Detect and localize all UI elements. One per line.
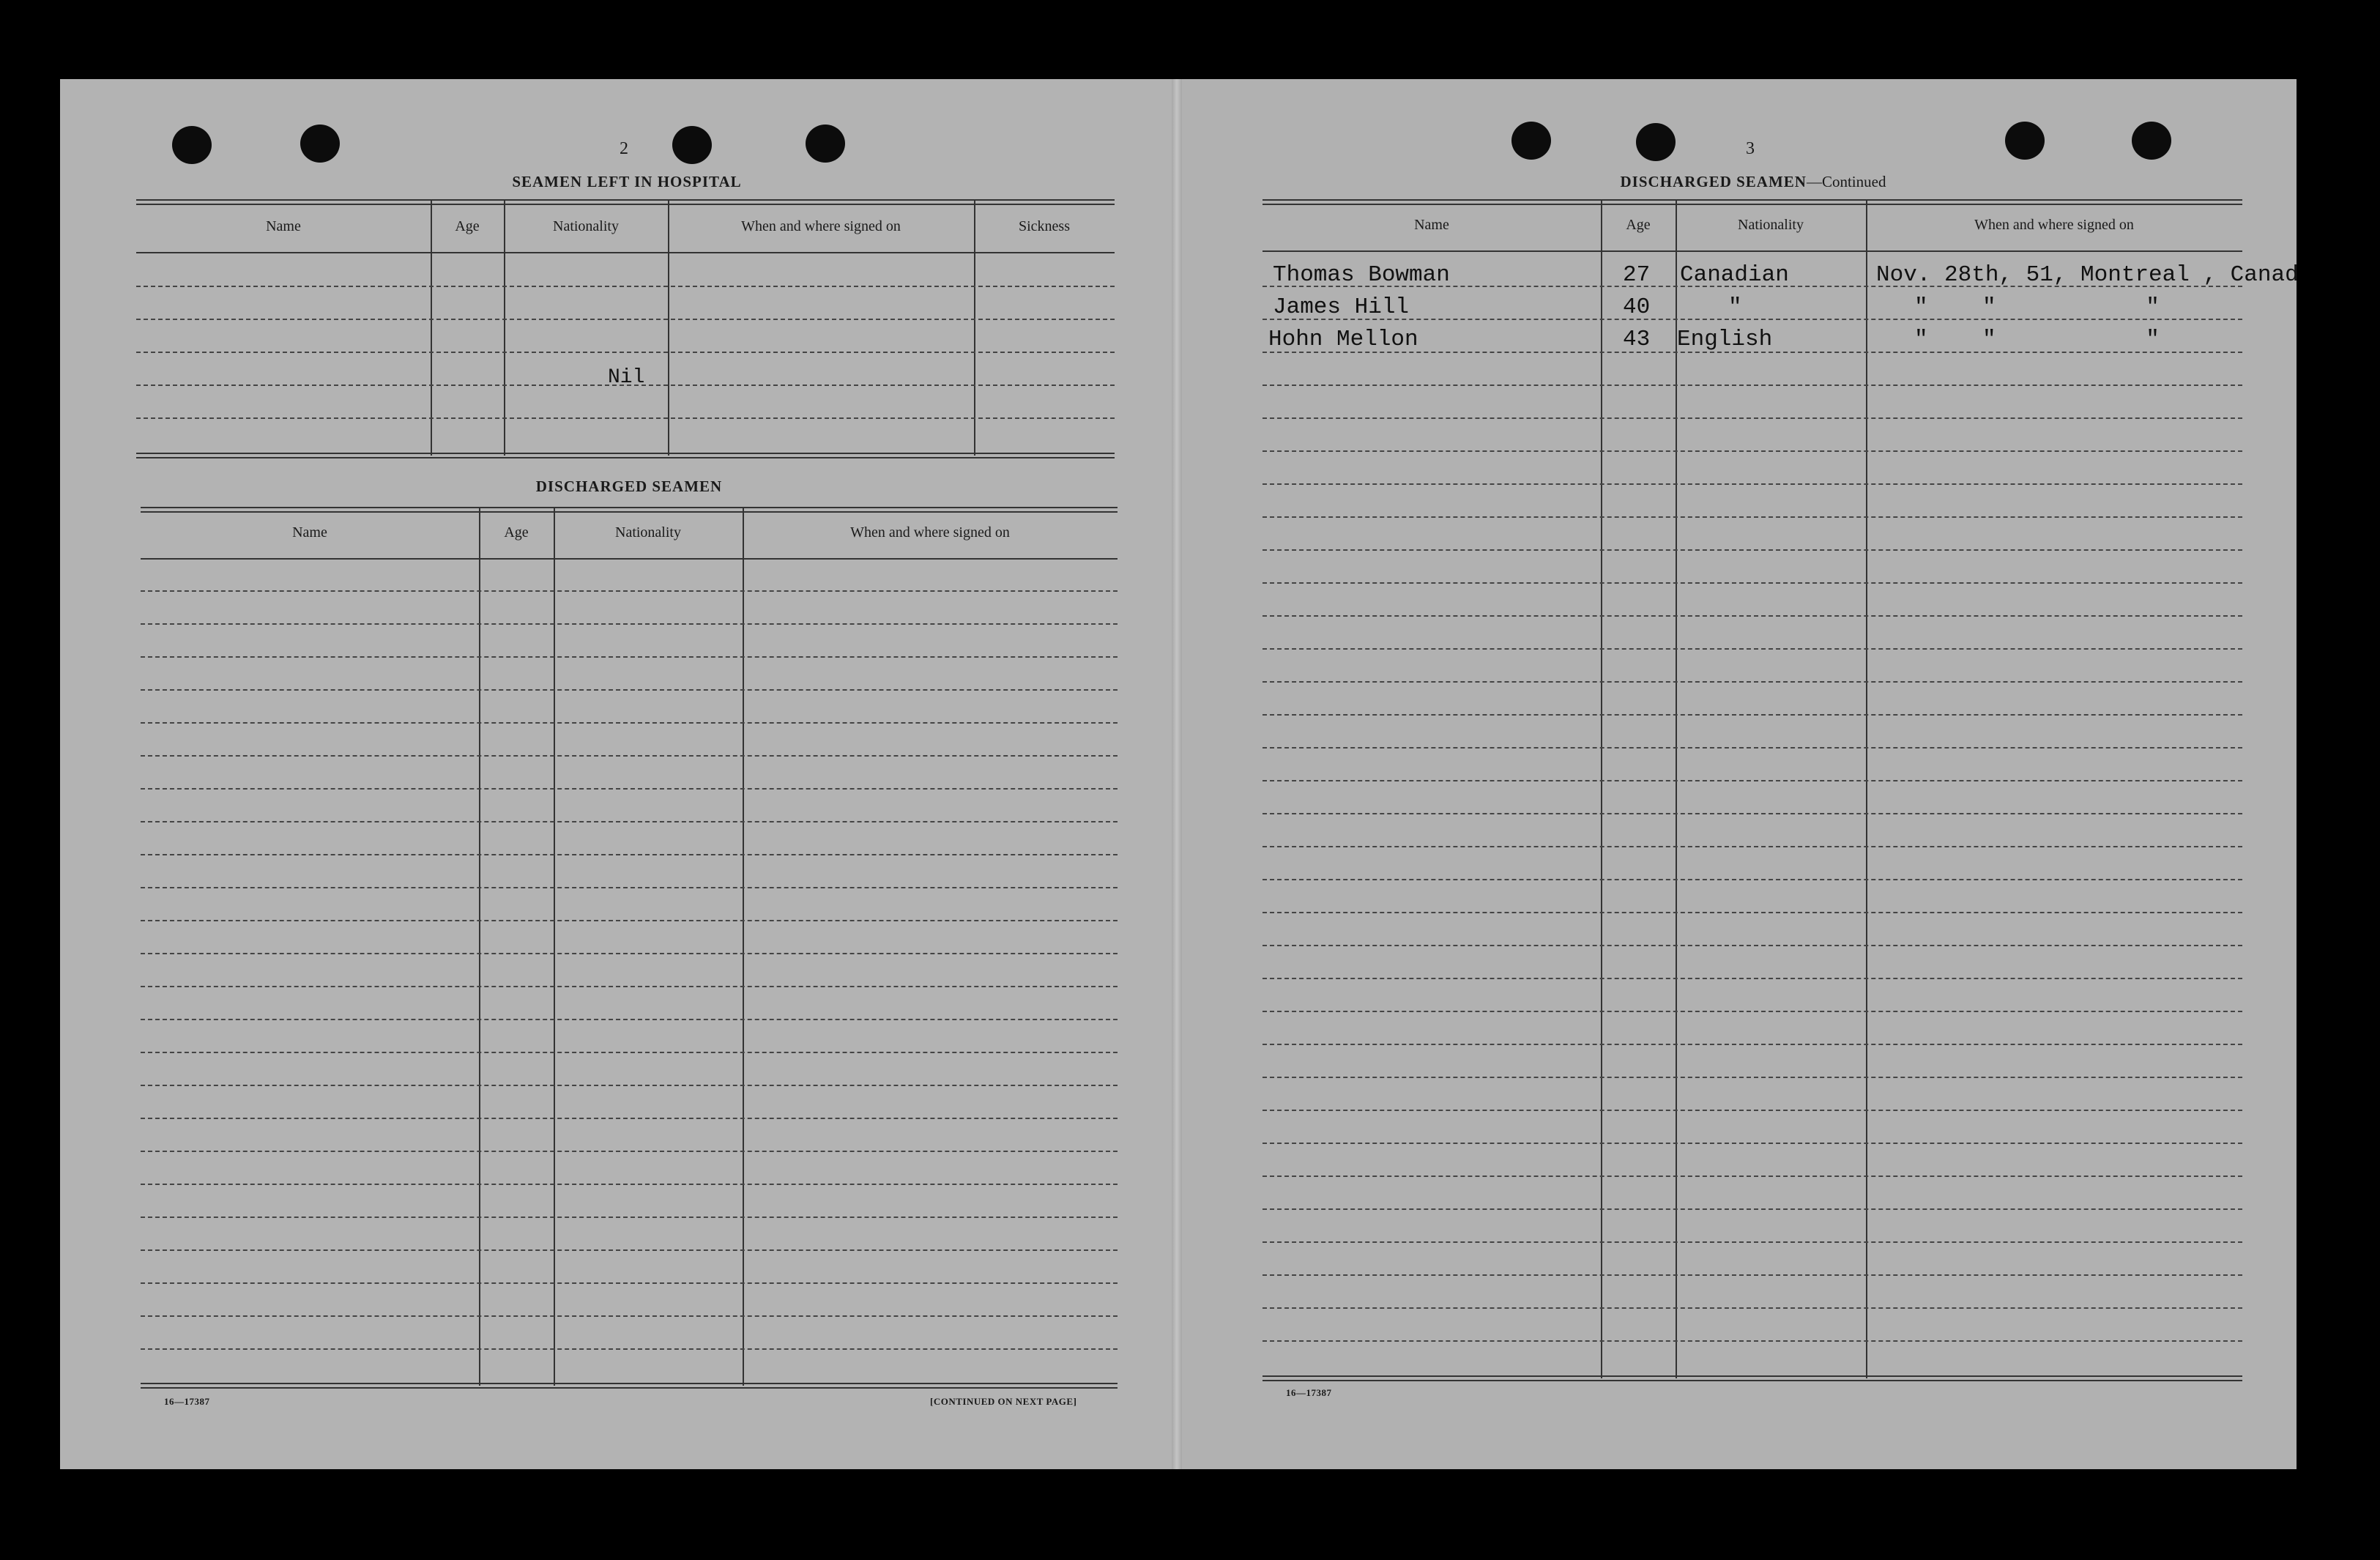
ruled-line xyxy=(136,385,1115,386)
seaman-signed-on: Nov. 28th, 51, Montreal , Canad xyxy=(1876,262,2299,288)
continued-note: [CONTINUED ON NEXT PAGE] xyxy=(930,1396,1077,1407)
ruled-line xyxy=(1262,1307,2242,1309)
nil-entry: Nil xyxy=(608,366,645,389)
ruled-line xyxy=(1262,1340,2242,1342)
column-header: Name xyxy=(266,218,301,234)
ruled-line xyxy=(141,986,1118,987)
column-header: When and where signed on xyxy=(850,524,1010,541)
ruled-line xyxy=(1262,549,2242,551)
punch-hole xyxy=(806,125,845,163)
seaman-nationality: English xyxy=(1677,327,1773,352)
ruled-line xyxy=(141,1184,1118,1185)
seaman-name: James Hill xyxy=(1273,294,1410,320)
ruled-line xyxy=(141,623,1118,625)
ruled-line xyxy=(141,854,1118,855)
page-fold xyxy=(1172,79,1182,1469)
ruled-line xyxy=(141,1052,1118,1053)
form-number: 16—17387 xyxy=(164,1396,210,1407)
punch-hole xyxy=(2132,122,2171,160)
punch-hole xyxy=(172,126,212,164)
seaman-nationality: " xyxy=(1728,294,1742,320)
ruled-line xyxy=(1262,813,2242,814)
seaman-age: 40 xyxy=(1623,294,1651,320)
ruled-line xyxy=(141,1118,1118,1119)
ruled-line xyxy=(141,1249,1118,1251)
ruled-line xyxy=(141,788,1118,790)
ruled-line xyxy=(141,821,1118,822)
ruled-line xyxy=(141,590,1118,592)
column-header: Sickness xyxy=(1019,218,1070,234)
column-header: Nationality xyxy=(1738,217,1804,233)
section-title-text: DISCHARGED SEAMEN xyxy=(1620,173,1807,190)
ruled-line xyxy=(141,689,1118,691)
ruled-line xyxy=(1262,1011,2242,1012)
section-title-discharged: DISCHARGED SEAMEN xyxy=(535,478,723,495)
seaman-name: Thomas Bowman xyxy=(1273,262,1450,288)
column-header: Name xyxy=(1414,217,1449,233)
ruled-line xyxy=(141,722,1118,724)
ruled-line xyxy=(1262,945,2242,946)
ruled-line xyxy=(141,1085,1118,1086)
seaman-signed-on: " " " xyxy=(1914,327,2160,352)
seaman-age: 43 xyxy=(1623,327,1651,352)
column-header: Name xyxy=(292,524,327,541)
ruled-line xyxy=(1262,615,2242,617)
ruled-line xyxy=(1262,1077,2242,1078)
punch-hole xyxy=(300,125,340,163)
column-header: When and where signed on xyxy=(1974,217,2134,233)
ruled-line xyxy=(1262,1274,2242,1276)
ruled-line xyxy=(136,352,1115,353)
ruled-line xyxy=(1262,1175,2242,1177)
ruled-line xyxy=(1262,319,2242,320)
form-number: 16—17387 xyxy=(1286,1387,1332,1398)
ruled-line xyxy=(1262,648,2242,650)
column-header: Age xyxy=(455,218,480,234)
ruled-line xyxy=(1262,286,2242,287)
ruled-line xyxy=(141,1019,1118,1020)
punch-hole xyxy=(672,126,712,164)
hospital-table xyxy=(136,199,1115,458)
seaman-signed-on: " " " xyxy=(1914,294,2160,320)
ruled-line xyxy=(1262,747,2242,749)
ruled-line xyxy=(141,920,1118,921)
column-header: Age xyxy=(504,524,529,541)
column-header: Nationality xyxy=(615,524,681,541)
column-header: Nationality xyxy=(553,218,619,234)
ruled-line xyxy=(136,417,1115,419)
ruled-line xyxy=(1262,912,2242,913)
punch-hole xyxy=(2005,122,2045,160)
page-number: 3 xyxy=(1746,139,1755,158)
punch-hole xyxy=(1511,122,1551,160)
ruled-line xyxy=(1262,1110,2242,1111)
section-title-hospital: SEAMEN LEFT IN HOSPITAL xyxy=(512,173,742,190)
ruled-line xyxy=(1262,1143,2242,1144)
ruled-line xyxy=(141,656,1118,658)
ruled-line xyxy=(136,286,1115,287)
seaman-name: Hohn Mellon xyxy=(1268,327,1418,352)
ruled-line xyxy=(141,1348,1118,1350)
discharged-table xyxy=(141,507,1118,1390)
punch-hole xyxy=(1636,123,1676,161)
ruled-line xyxy=(141,953,1118,954)
ruled-line xyxy=(1262,483,2242,485)
ruled-line xyxy=(1262,385,2242,386)
page-number: 2 xyxy=(620,139,628,158)
ruled-line xyxy=(1262,846,2242,847)
ruled-line xyxy=(1262,1241,2242,1243)
section-title-suffix: —Continued xyxy=(1806,173,1886,190)
ruled-line xyxy=(136,319,1115,320)
ruled-line xyxy=(1262,450,2242,452)
ruled-line xyxy=(141,1282,1118,1284)
ruled-line xyxy=(141,1315,1118,1317)
ruled-line xyxy=(1262,1208,2242,1210)
column-header: When and where signed on xyxy=(741,218,901,234)
seaman-nationality: Canadian xyxy=(1680,262,1789,288)
section-title-discharged-continued xyxy=(1264,173,2242,191)
seaman-age: 27 xyxy=(1623,262,1651,288)
ruled-line xyxy=(141,1217,1118,1218)
ruled-line xyxy=(1262,1044,2242,1045)
ruled-line xyxy=(1262,879,2242,880)
ruled-line xyxy=(1262,714,2242,716)
ruled-line xyxy=(1262,681,2242,683)
ruled-line xyxy=(141,887,1118,888)
discharged-continued-table xyxy=(1262,199,2299,1381)
ruled-line xyxy=(141,1151,1118,1152)
ruled-line xyxy=(1262,417,2242,419)
ruled-line xyxy=(1262,516,2242,518)
column-header: Age xyxy=(1626,217,1651,233)
ruled-line xyxy=(1262,352,2242,353)
ruled-line xyxy=(1262,978,2242,979)
ruled-line xyxy=(141,755,1118,757)
ruled-line xyxy=(1262,780,2242,781)
ruled-line xyxy=(1262,582,2242,584)
